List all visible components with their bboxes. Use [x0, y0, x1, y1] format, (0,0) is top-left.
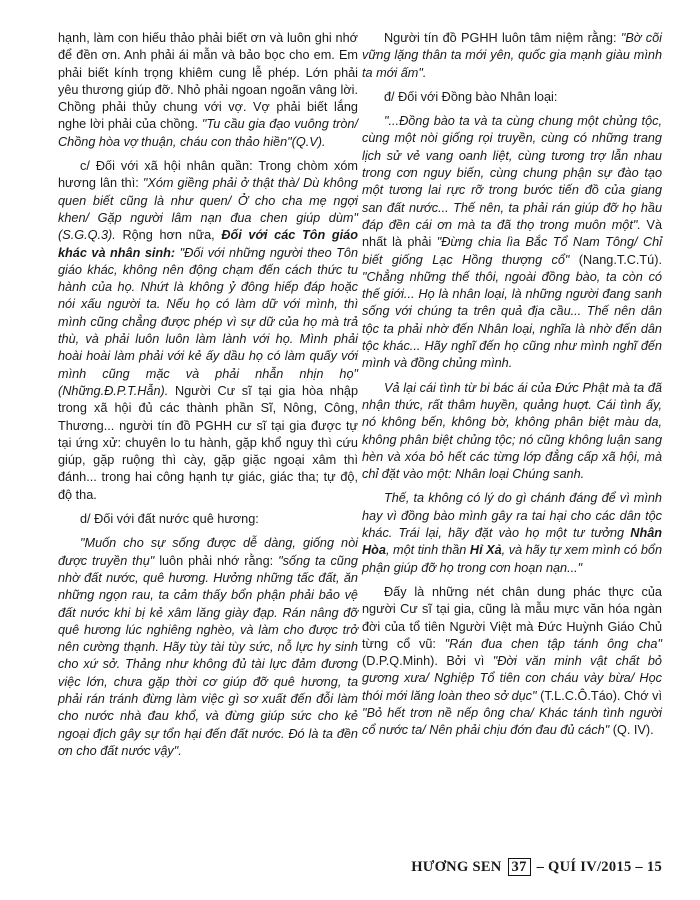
body-text: đ/ Đối với Đồng bào Nhân loại: — [384, 89, 558, 104]
body-text: Người Cư sĩ tại gia hòa nhập trong xã hội đủ các thành phần Sĩ, Nông, Công, Thương... người tín đồ PGHH cư sĩ tại gia được tự tại ứng xử: chuyên lo tu hành, gặp khổ nguy thì cứu giúp, gặp ruộng thì cày, gặp giặc ngoại xâm thì đánh... trong hai công hạnh tự giác, giác tha; tự độ, độ tha. — [58, 383, 359, 502]
quote-text: Vả lại cái tình từ bi bác ái của Đức Phật mà ta đã nhận thức, rất thâm huyền, quảng huợt. Cái tình ấy, nó không bến, không bờ, không phân biệt màu da, không phân biệt chủng tộc; nó cũng không luận sang hèn và xóa bỏ hết các từng lớp đẳng cấp xã hội, mà chỉ đặt vào một: Nhân loại Chúng sanh. — [362, 380, 662, 482]
quote-text: "Đối với những người theo Tôn giáo khác, không nên động chạm đến cách thức tu hành của họ. Nhứt là không ỷ đông hiếp đáp hoặc nói xấu người ta. Nếu họ có làm dữ với mình, thì mình cũng chẳng được phép vì sự dữ của họ mà trả thù, và phải luôn luôn làm lành với họ. Mình phải hoài hoài làm phải với kẻ ấy dầu họ có làm quấy với mình cũng mặc và phải nhẫn nhịn họ" (Những.Đ.P.T.Hẫn). — [58, 245, 359, 398]
quote-text: "Tu cầu gia đạo vuông tròn/ Chồng hòa vợ thuận, cháu con thảo hiền"(Q.V). — [58, 117, 358, 149]
body-text: luôn phải nhớ rằng: — [159, 553, 274, 568]
quote-text: "Đừng chia lìa Bắc Tổ Nam Tông/ Chỉ biết giống Lạc Hồng thượng cổ" — [362, 235, 662, 267]
quote-text: "Rán đua chen tập tánh ông cha" — [444, 636, 662, 651]
bold-term: Nhân Hòa — [362, 526, 662, 558]
body-text: d/ Đối với đất nước quê hương: — [80, 512, 259, 527]
quote-text: , và hãy tự xem mình có bổn phận giúp đỡ họ trong cơn hoạn nạn..." — [362, 543, 663, 575]
paragraph — [362, 380, 662, 484]
paragraph — [58, 30, 358, 151]
page-footer — [362, 858, 662, 876]
left-column — [58, 30, 358, 767]
quote-text: "Xóm giềng phải ở thật thà/ Dù không quen biết cũng là như quen/ Ở cho cha mẹ ngợi khen/ Gặp người lâm nạn đua chen giúp dùm" (S.G.Q.3). — [58, 176, 358, 243]
body-text: Đấy là những nét chân dung phác thực của người Cư sĩ tại gia, cũng là mẫu mực văn hóa ngàn đời của tổ tiên Người Việt mà Đức Huỳnh Giáo Chủ từng cổ vũ: — [362, 584, 662, 651]
quote-text: "Bờ cõi vững lặng thân ta mới yên, quốc gia mạnh giàu mình ta mới ấm". — [362, 31, 662, 80]
quote-text: "...Đồng bào ta và ta cùng chung một chủng tộc, cùng một nòi giống rọi truyền, cùng có những trang lịch sử vẻ vang oanh liệt, cùng tương trợ lẫn nhau trong cơn nguy biến, cùng chung phận sự đào tạo một tương lai rực rỡ trong bước tiến đồ của giang san đất nước... Thế nên, ta phải rán giúp đỡ họ hầu đáp đền cái ơn mà ta đã thọ trong muôn một". — [362, 114, 662, 232]
section-heading — [362, 89, 662, 106]
body-text: hạnh, làm con hiếu thảo phải biết ơn và luôn ghi nhớ để đền ơn. Anh phải ái mẫn và bảo bọc cho em. Em phải biết kính trọng khiêm cung lễ phép. Lớn phải yêu thương giúp đỡ. Nhỏ phải ngoan ngoãn vâng lời. Chồng phải thủy chung với vợ. Vợ phải biết lắng nghe lời phải của chồng. — [58, 31, 358, 132]
body-text: (Nang.T.C.Tú). — [578, 252, 662, 267]
body-text: (T.L.C.Ô.Táo). Chớ vì — [540, 688, 662, 703]
section-heading — [58, 511, 358, 528]
body-text: Người tín đồ PGHH luôn tâm niệm rằng: — [384, 31, 617, 45]
paragraph — [362, 113, 662, 372]
quote-text: "sống ta cũng nhờ đất nước, quê hương. Hưởng những tấc đất, ăn những ngọn rau, ta cảm thấy bổn phận phải bảo vệ đất nước khi bị kẻ xâm lăng giày đạp. Rán nâng đỡ quê hương lúc nghiêng nghèo, và làm cho được trở nên cường thạnh. Hãy tùy tài tùy sức, nỗ lực hy sinh cho xứ sở. Thảng như không đủ tài lực đảm đương việc lớn, chưa gặp thời cơ giúp đỡ quê hương, ta phải rán tránh đừng làm việc gì sơ xuất đến đỗi làm cho nước nhà đau khổ, và đừng giúp sức cho kẻ ngoại địch gây sự tổn hại đến đất nước. Đó là ta đền ơn cho đất nước vậy". — [58, 553, 358, 758]
paragraph — [362, 30, 662, 82]
paragraph — [362, 584, 662, 740]
paragraph — [58, 158, 358, 504]
body-text: (D.P.Q.Minh). Bởi vì — [362, 654, 485, 669]
quote-text: "Chẳng những thế thôi, ngoài đồng bào, ta còn có thế giới... Họ là nhân loại, là những người đang sanh sống với chúng ta trên quả địa cầu... Thế nên dân tộc ta phải nhờ đến Nhân loại, nghĩa là nhờ đến dân tộc khác... Hãy nghĩ đến họ cũng như mình nghĩ đến mình và đồng chủng mình. — [362, 269, 662, 371]
body-text: Và nhất là phải — [362, 217, 663, 250]
body-text: Rộng hơn nữa, — [122, 228, 215, 243]
bold-heading-text: Đối với các Tôn giáo khác và nhân sinh: — [58, 228, 358, 260]
quote-text: "Muốn cho sự sống được dễ dàng, giống nòi được truyền thụ" — [58, 536, 358, 568]
issue-label: – QUÍ IV/2015 – 15 — [536, 859, 662, 875]
page-number: 37 — [508, 858, 531, 876]
magazine-name: HƯƠNG SEN — [411, 859, 502, 875]
quote-text: "Đời văn minh vật chất bỏ gương xưa/ Nghiệp Tổ tiên con cháu vày bừa/ Học thói mới lăng loàn theo sở dục" — [362, 654, 662, 703]
body-text: (Q. IV). — [612, 723, 654, 738]
paragraph — [58, 535, 358, 760]
quote-text: Thế, ta không có lý do gì chánh đáng để vì mình hay vì đồng bào mình gây ra tai hại cho các dân tộc khác. Trái lại, hãy đặt vào họ một tư tưởng — [362, 491, 662, 541]
paragraph — [362, 490, 662, 576]
bold-term: Hỉ Xả — [469, 543, 502, 558]
right-column — [362, 30, 662, 747]
body-text: c/ Đối với xã hội nhân quần: Trong chòm xóm hương lân thì: — [58, 159, 358, 191]
quote-text: "Bỏ hết trơn nề nếp ông cha/ Khác tánh tình người cổ nước ta/ Nên phải chịu đớn đau đủ cách" — [362, 705, 662, 738]
quote-text: , một tinh thần — [385, 543, 467, 558]
